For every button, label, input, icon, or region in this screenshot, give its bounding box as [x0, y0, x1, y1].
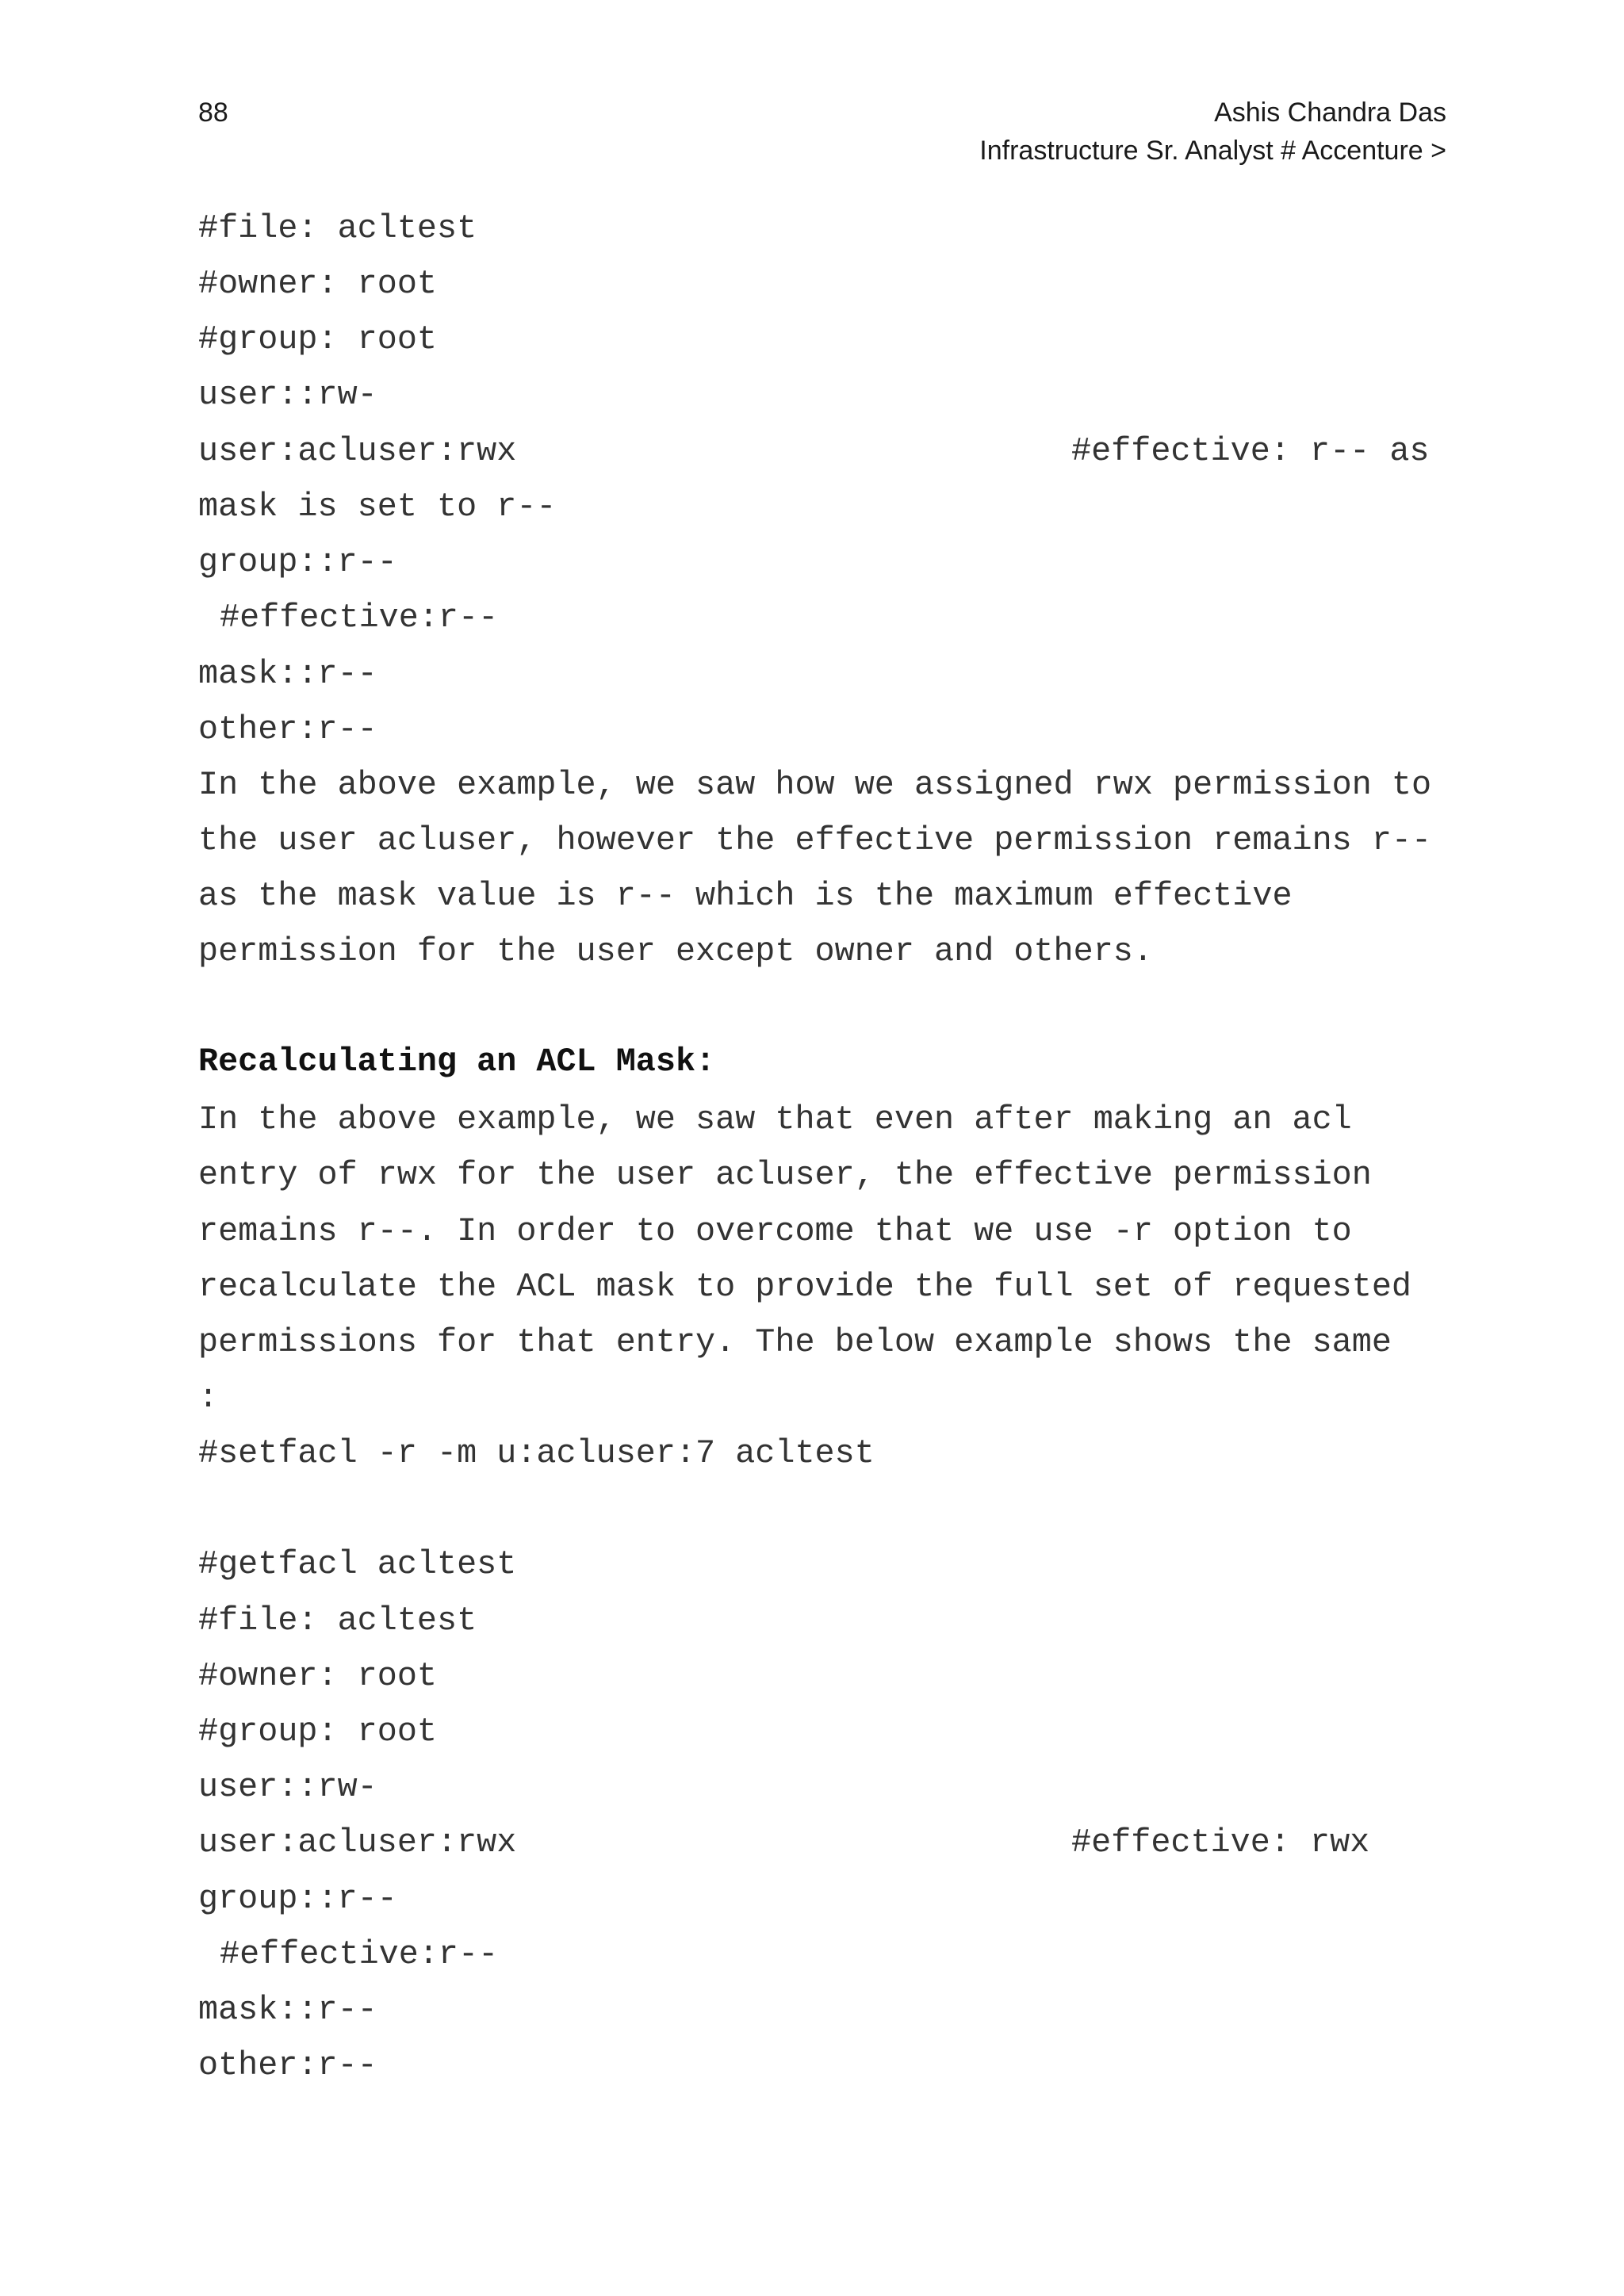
acl-file-line: #file: acltest [198, 1601, 477, 1640]
acl-group-effective-line: #effective:r-- [220, 599, 499, 637]
acl-group-effective-line: #effective:r-- [220, 1935, 499, 1973]
acl-mask-note-line: mask is set to r-- [198, 488, 557, 526]
acl-owner-line: #owner: root [198, 265, 437, 303]
section-paragraph-line: permissions for that entry. The below example shows the same [198, 1323, 1392, 1361]
acl-owner-line: #owner: root [198, 1657, 437, 1695]
acl-group-perm-line: group::r-- [198, 1880, 397, 1918]
header-author: Ashis Chandra Das [1214, 98, 1446, 128]
acl-other-line: other:r-- [198, 710, 377, 748]
acl-mask-line: mask::r-- [198, 655, 377, 693]
paragraph-line: In the above example, we saw how we assigned rwx permission to [198, 766, 1432, 804]
header-role: Infrastructure Sr. Analyst # Accenture > [979, 136, 1446, 166]
acl-group-perm-line: group::r-- [198, 543, 397, 581]
getfacl-command: #getfacl acltest [198, 1545, 517, 1583]
paragraph-line: the user acluser, however the effective permission remains r-- [198, 821, 1432, 859]
acl-file-line: #file: acltest [198, 209, 477, 247]
page-number: 88 [198, 98, 228, 128]
section-paragraph-line: In the above example, we saw that even after making an acl [198, 1100, 1352, 1138]
acl-user-entry-line: user:acluser:rwx [198, 432, 517, 470]
section-paragraph-line: entry of rwx for the user acluser, the effective permission [198, 1156, 1372, 1194]
acl-user-owner-line: user::rw- [198, 1768, 377, 1806]
acl-mask-line: mask::r-- [198, 1991, 377, 2029]
acl-group-line: #group: root [198, 1712, 437, 1751]
acl-user-effective: #effective: r-- as [1071, 432, 1430, 470]
section-paragraph-line: : [198, 1379, 219, 1417]
setfacl-command: #setfacl -r -m u:acluser:7 acltest [198, 1434, 875, 1472]
acl-user-entry-line: user:acluser:rwx [198, 1823, 517, 1862]
acl-other-line: other:r-- [198, 2046, 377, 2084]
section-heading: Recalculating an ACL Mask: [198, 1043, 716, 1081]
acl-user-effective: #effective: rwx [1071, 1823, 1370, 1862]
paragraph-line: as the mask value is r-- which is the maximum effective [198, 877, 1293, 915]
paragraph-line: permission for the user except owner and others. [198, 932, 1153, 970]
section-paragraph-line: remains r--. In order to overcome that we use -r option to [198, 1212, 1352, 1250]
acl-group-line: #group: root [198, 320, 437, 358]
acl-user-owner-line: user::rw- [198, 376, 377, 414]
section-paragraph-line: recalculate the ACL mask to provide the full set of requested [198, 1268, 1412, 1306]
